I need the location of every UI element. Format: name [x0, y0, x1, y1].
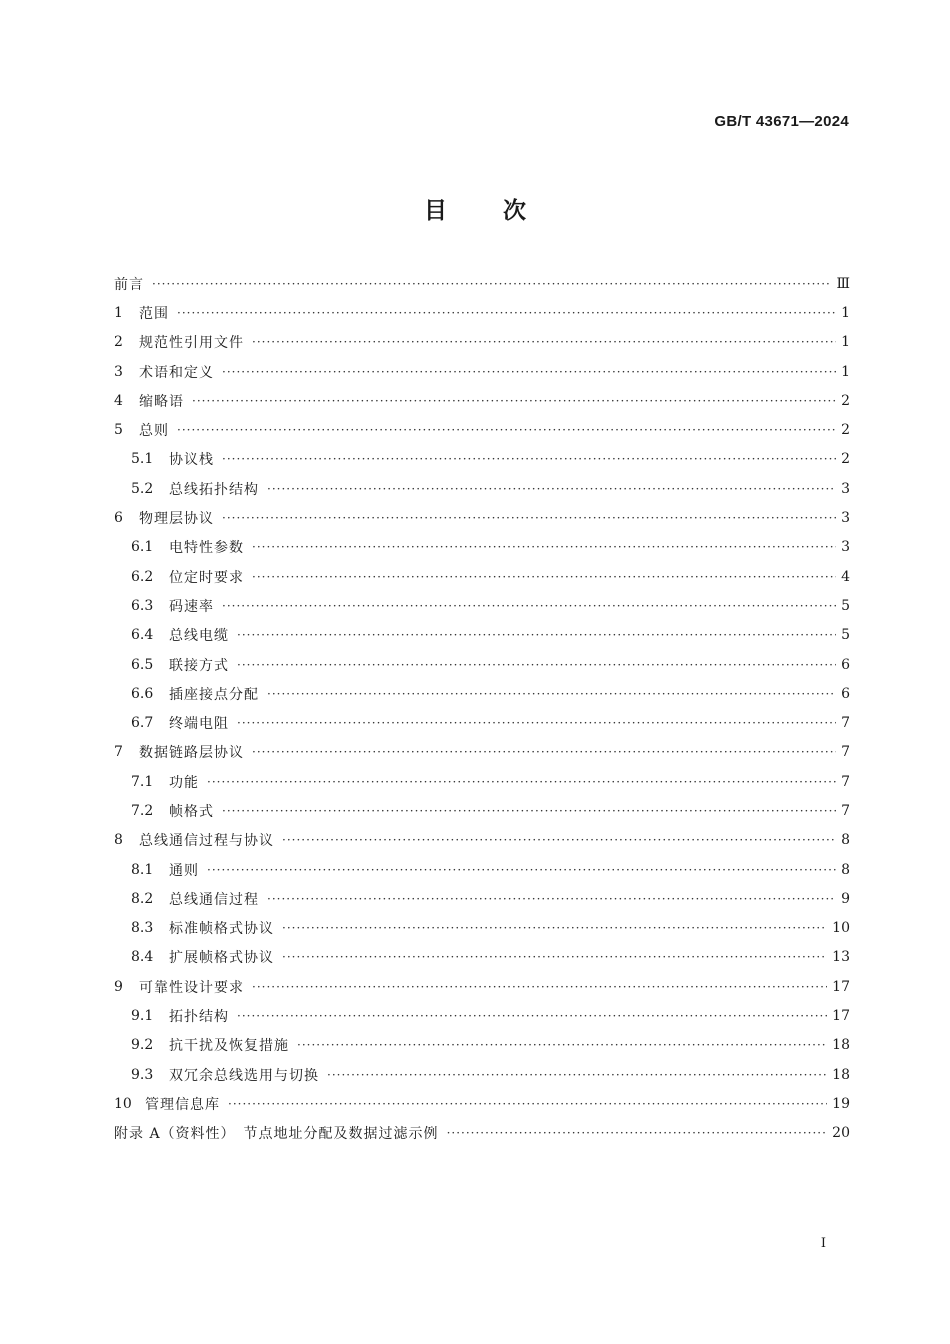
toc-entry-page: 2: [841, 392, 850, 409]
toc-entry-number: 5.2: [131, 480, 154, 497]
toc-dot-leader: [237, 628, 836, 642]
toc-entry-page: 5: [841, 627, 850, 644]
toc-entry-title: 插座接点分配: [169, 686, 259, 703]
toc-entry-page: 20: [832, 1125, 850, 1142]
toc-entry-title: 终端电阻: [169, 716, 229, 733]
toc-entry-number: 6.2: [131, 568, 154, 585]
toc-entry[interactable]: [114, 533, 850, 562]
table-of-contents: [114, 269, 850, 1148]
toc-entry[interactable]: [114, 562, 850, 591]
toc-entry-number: 5: [114, 422, 123, 439]
toc-entry-number: 3: [114, 363, 123, 380]
toc-entry[interactable]: [114, 708, 850, 737]
toc-entry-title: 码速率: [169, 598, 214, 615]
toc-entry-page: 17: [832, 1008, 850, 1025]
toc-dot-leader: [282, 833, 836, 847]
toc-entry[interactable]: [114, 855, 850, 884]
toc-entry[interactable]: [114, 914, 850, 943]
toc-entry-page: 3: [841, 480, 850, 497]
toc-entry[interactable]: [114, 1031, 850, 1060]
toc-dot-leader: [282, 921, 827, 935]
toc-entry-title: 总线电缆: [169, 628, 229, 645]
toc-entry-title: 帧格式: [169, 803, 214, 820]
toc-entry[interactable]: [114, 767, 850, 796]
toc-dot-leader: [252, 570, 836, 584]
toc-entry-title: 管理信息库: [145, 1096, 220, 1113]
toc-entry-number: 6: [114, 510, 123, 527]
toc-entry-page: 13: [832, 949, 850, 966]
toc-entry-page: 7: [841, 773, 850, 790]
toc-dot-leader: [447, 1126, 828, 1140]
toc-entry-number: 4: [114, 392, 123, 409]
toc-heading: [0, 192, 950, 225]
toc-entry-title: 前言: [114, 276, 144, 293]
toc-heading-char-2: 次: [503, 198, 526, 224]
toc-entry-page: 2: [841, 451, 850, 468]
toc-entry-title: 通则: [169, 862, 199, 879]
toc-dot-leader: [252, 540, 836, 554]
toc-dot-leader: [267, 892, 836, 906]
toc-entry-number: 9.1: [131, 1008, 154, 1025]
toc-entry-title: 数据链路层协议: [139, 745, 244, 762]
toc-entry-page: 18: [832, 1066, 850, 1083]
toc-dot-leader: [282, 950, 827, 964]
toc-entry-page: 8: [841, 832, 850, 849]
toc-entry-number: 10: [114, 1095, 132, 1112]
toc-entry-title: 总线通信过程: [169, 891, 259, 908]
toc-dot-leader: [207, 775, 836, 789]
toc-entry-title: 协议栈: [169, 452, 214, 469]
toc-heading-char-1: 目: [424, 198, 447, 224]
toc-entry-title: 抗干扰及恢复措施: [169, 1038, 289, 1055]
toc-entry-page: 19: [832, 1095, 850, 1112]
toc-entry-title: 总则: [139, 423, 169, 440]
toc-entry-page: 4: [841, 568, 850, 585]
toc-entry-page: 7: [841, 802, 850, 819]
toc-entry-title: 双冗余总线选用与切换: [169, 1067, 319, 1084]
toc-entry-page: 8: [841, 861, 850, 878]
toc-entry-number: 9: [114, 978, 123, 995]
toc-dot-leader: [228, 1097, 827, 1111]
toc-entry-number: 8: [114, 832, 123, 849]
toc-entry-page: 7: [841, 715, 850, 732]
toc-entry[interactable]: [114, 796, 850, 825]
toc-entry[interactable]: [114, 943, 850, 972]
toc-entry-page: 17: [832, 978, 850, 995]
toc-entry-number: 6.5: [131, 656, 154, 673]
toc-dot-leader: [267, 687, 836, 701]
toc-entry-title: 总线通信过程与协议: [139, 833, 274, 850]
toc-entry-title: 扩展帧格式协议: [169, 950, 274, 967]
toc-dot-leader: [252, 745, 836, 759]
toc-entry-page: 3: [841, 510, 850, 527]
toc-entry-title: 缩略语: [139, 393, 184, 410]
toc-dot-leader: [222, 365, 836, 379]
toc-entry[interactable]: [114, 415, 850, 444]
toc-entry[interactable]: [114, 298, 850, 327]
toc-entry-page: 10: [832, 920, 850, 937]
toc-entry[interactable]: [114, 1060, 850, 1089]
toc-entry-number: 5.1: [131, 451, 154, 468]
toc-entry-title: 物理层协议: [139, 511, 214, 528]
toc-entry[interactable]: [114, 591, 850, 620]
toc-entry-number: 2: [114, 334, 123, 351]
toc-entry-page: 1: [841, 363, 850, 380]
toc-entry[interactable]: [114, 650, 850, 679]
toc-entry-number: 8.1: [131, 861, 154, 878]
standard-number: GB/T 43671—2024: [714, 113, 849, 130]
toc-entry-number: 6.7: [131, 715, 154, 732]
toc-entry-page: 9: [841, 890, 850, 907]
toc-entry-number: 7.2: [131, 802, 154, 819]
toc-entry-number: 6.4: [131, 627, 154, 644]
toc-entry-title: 标准帧格式协议: [169, 921, 274, 938]
toc-dot-leader: [327, 1068, 827, 1082]
toc-entry[interactable]: [114, 1001, 850, 1030]
toc-entry-page: 6: [841, 685, 850, 702]
toc-entry-page: 2: [841, 422, 850, 439]
toc-dot-leader: [192, 394, 836, 408]
toc-entry-number: 6.6: [131, 685, 154, 702]
toc-entry[interactable]: [114, 445, 850, 474]
toc-entry-number: 7.1: [131, 773, 154, 790]
toc-entry[interactable]: [114, 386, 850, 415]
toc-entry[interactable]: [114, 328, 850, 357]
toc-entry-page: 1: [841, 304, 850, 321]
toc-dot-leader: [222, 511, 836, 525]
toc-entry-number: 1: [114, 304, 123, 321]
toc-entry-title: 可靠性设计要求: [139, 979, 244, 996]
toc-entry-title: 电特性参数: [169, 540, 244, 557]
toc-entry-number: 6.1: [131, 539, 154, 556]
toc-dot-leader: [237, 658, 836, 672]
toc-entry-number: 8.2: [131, 890, 154, 907]
toc-dot-leader: [177, 423, 836, 437]
toc-entry[interactable]: [114, 269, 850, 298]
toc-entry[interactable]: [114, 972, 850, 1001]
toc-entry[interactable]: [114, 503, 850, 532]
toc-dot-leader: [237, 1009, 827, 1023]
toc-entry-page: 3: [841, 539, 850, 556]
toc-entry-title: 联接方式: [169, 657, 229, 674]
toc-entry-page: Ⅲ: [836, 275, 850, 292]
toc-entry[interactable]: [114, 1119, 850, 1148]
toc-entry-page: 1: [841, 334, 850, 351]
toc-dot-leader: [252, 335, 836, 349]
toc-entry-title: 总线拓扑结构: [169, 481, 259, 498]
toc-entry[interactable]: [114, 621, 850, 650]
toc-entry-title: 位定时要求: [169, 569, 244, 586]
toc-entry-page: 6: [841, 656, 850, 673]
toc-entry-title: 范围: [139, 305, 169, 322]
toc-entry-title: 拓扑结构: [169, 1009, 229, 1026]
toc-dot-leader: [222, 599, 836, 613]
page-number: I: [820, 1236, 826, 1251]
toc-dot-leader: [267, 482, 836, 496]
toc-entry-title: 规范性引用文件: [139, 335, 244, 352]
toc-entry-number: 7: [114, 744, 123, 761]
toc-entry-number: 9.2: [131, 1037, 154, 1054]
toc-entry[interactable]: [114, 738, 850, 767]
toc-dot-leader: [222, 804, 836, 818]
toc-dot-leader: [177, 306, 836, 320]
toc-entry-page: 5: [841, 597, 850, 614]
toc-entry[interactable]: [114, 1089, 850, 1118]
toc-dot-leader: [152, 277, 831, 291]
toc-entry-number: 6.3: [131, 597, 154, 614]
toc-entry[interactable]: [114, 474, 850, 503]
toc-entry-number: 8.4: [131, 949, 154, 966]
toc-dot-leader: [207, 863, 836, 877]
toc-entry[interactable]: [114, 884, 850, 913]
toc-entry-title: 术语和定义: [139, 364, 214, 381]
toc-entry-page: 18: [832, 1037, 850, 1054]
toc-entry-title: 附录 A（资料性） 节点地址分配及数据过滤示例: [114, 1126, 439, 1143]
toc-entry-page: 7: [841, 744, 850, 761]
toc-entry[interactable]: [114, 679, 850, 708]
toc-dot-leader: [297, 1038, 827, 1052]
toc-dot-leader: [237, 716, 836, 730]
toc-entry[interactable]: [114, 357, 850, 386]
toc-dot-leader: [252, 980, 827, 994]
toc-dot-leader: [222, 452, 836, 466]
toc-entry-number: 9.3: [131, 1066, 154, 1083]
toc-entry[interactable]: [114, 826, 850, 855]
toc-entry-number: 8.3: [131, 920, 154, 937]
toc-entry-title: 功能: [169, 774, 199, 791]
